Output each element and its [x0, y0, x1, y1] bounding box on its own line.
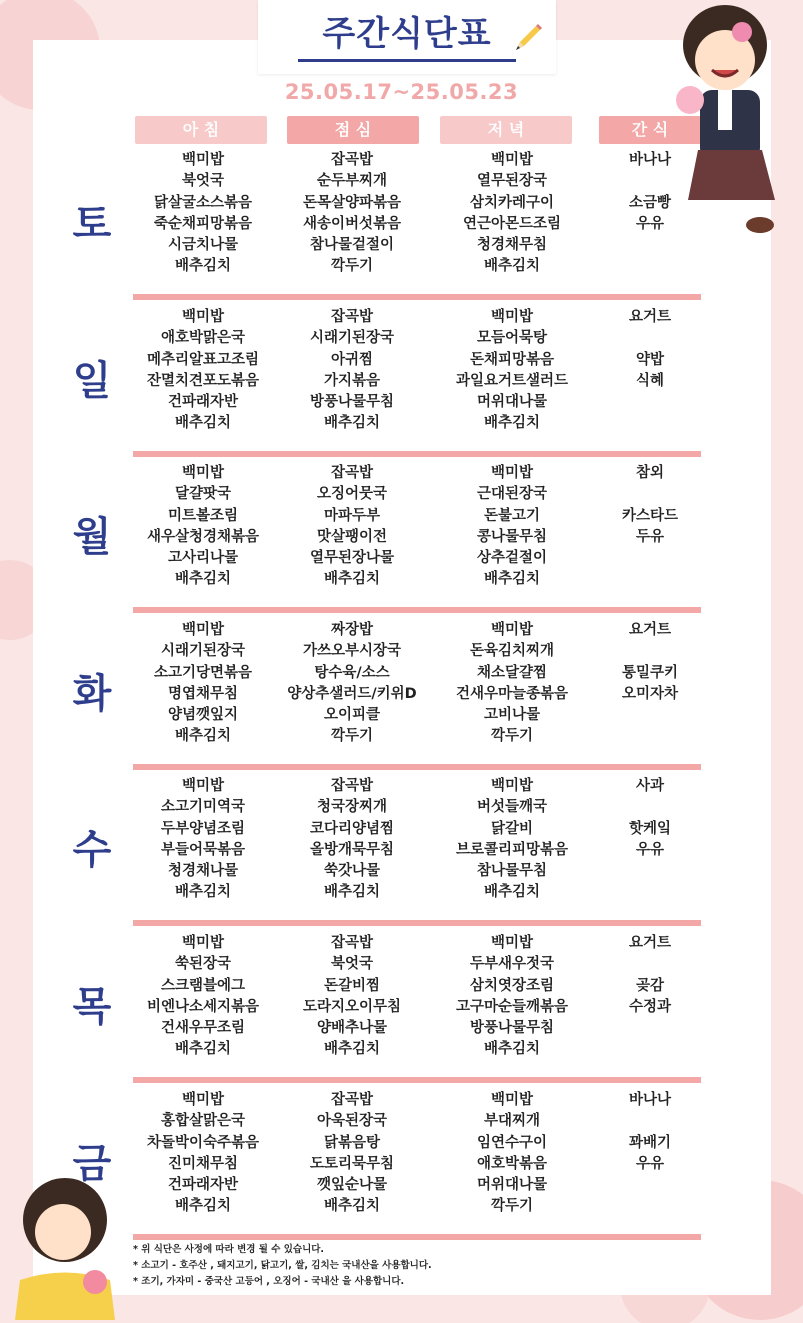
menu-item: 핫케잌 [628, 820, 672, 837]
menu-item: 잡곡밥 [330, 1092, 374, 1108]
menu-item: 모듬어묵탕 [476, 330, 548, 347]
lunch-menu [272, 933, 432, 1061]
row-divider [133, 920, 701, 926]
menu-item: 시금치나물 [167, 237, 239, 254]
lunch-menu [272, 463, 432, 591]
menu-item: 두유 [635, 528, 664, 545]
menu-item: 청경채무침 [476, 237, 548, 254]
menu-item: 삼치카레구이 [469, 194, 555, 211]
menu-item: 스크램블에그 [160, 977, 246, 994]
menu-item: 백미밥 [181, 935, 225, 951]
menu-item [595, 882, 705, 903]
menu-item: 백미밥 [181, 778, 225, 794]
breakfast-menu [123, 933, 283, 1061]
menu-item: 백미밥 [181, 1092, 225, 1108]
header-snack: 간 식 [599, 116, 701, 144]
menu-item [595, 954, 705, 975]
menu-item: 돈육김치찌개 [469, 643, 555, 660]
dinner-menu [432, 463, 592, 591]
menu-item: 배추김치 [174, 1041, 232, 1058]
menu-item: 바나나 [628, 1092, 672, 1108]
header-breakfast: 아 침 [135, 116, 267, 144]
breakfast-menu [123, 776, 283, 904]
menu-item: 요거트 [628, 309, 672, 325]
header-dinner: 저 녁 [440, 116, 572, 144]
menu-item: 백미밥 [181, 309, 225, 325]
menu-item: 상추겉절이 [476, 550, 548, 567]
menu-item: 청경채나물 [167, 863, 239, 880]
menu-item: 돈채피망볶음 [469, 351, 555, 368]
menu-item: 바나나 [628, 152, 672, 168]
menu-item: 돈목살양파볶음 [302, 194, 402, 211]
breakfast-menu [123, 463, 283, 591]
menu-item: 브로콜리피망볶음 [455, 841, 569, 858]
menu-item: 비엔나소세지볶음 [146, 998, 260, 1015]
day-label: 토 [72, 201, 112, 247]
day-label: 일 [72, 358, 112, 404]
lunch-menu [272, 1090, 432, 1218]
menu-item: 가지볶음 [323, 372, 381, 389]
snack-menu [595, 776, 705, 904]
row-divider [133, 764, 701, 770]
day-label: 화 [72, 671, 112, 717]
menu-item: 건파래자반 [167, 1177, 239, 1194]
menu-item: 요거트 [628, 622, 672, 638]
menu-item: 소고기당면볶음 [153, 664, 253, 681]
menu-item: 새송이버섯볶음 [302, 215, 402, 232]
menu-item: 식혜 [635, 372, 664, 389]
menu-item: 요거트 [628, 935, 672, 951]
menu-item: 건파래자반 [167, 394, 239, 411]
menu-item: 오이피클 [323, 707, 381, 724]
breakfast-menu [123, 307, 283, 435]
menu-item: 올방개묵무침 [309, 841, 395, 858]
menu-item: 닭살굴소스볶음 [153, 194, 253, 211]
menu-item [595, 1039, 705, 1060]
menu-item: 잡곡밥 [330, 778, 374, 794]
note-line: * 조기, 가자미 - 중국산 고등어 , 오징어 - 국내산 을 사용합니다. [133, 1276, 405, 1287]
menu-item: 두부양념조림 [160, 820, 246, 837]
menu-item: 홍합살맑은국 [160, 1113, 246, 1130]
note-line: * 위 식단은 사정에 따라 변경 될 수 있습니다. [133, 1244, 325, 1255]
date-range: 25.05.17~25.05.23 [284, 80, 519, 104]
menu-item [595, 569, 705, 590]
menu-item: 곶감 [635, 977, 664, 994]
day-label: 수 [72, 827, 112, 873]
day-label: 목 [72, 984, 112, 1030]
menu-item: 약밥 [635, 351, 664, 368]
menu-item: 우유 [635, 841, 664, 858]
menu-item: 배추김치 [483, 258, 541, 275]
menu-item: 참외 [635, 465, 664, 481]
menu-item: 닭볶음탕 [323, 1134, 381, 1151]
menu-item: 열무된장국 [476, 173, 548, 190]
menu-item: 배추김치 [483, 571, 541, 588]
row-divider [133, 294, 701, 300]
menu-item: 짜장밥 [330, 622, 374, 638]
menu-item: 달걀팟국 [174, 486, 232, 503]
menu-item: 아귀찜 [330, 351, 374, 368]
menu-item: 양배추나물 [316, 1020, 388, 1037]
dinner-menu [432, 307, 592, 435]
menu-item: 돈갈비찜 [323, 977, 381, 994]
row-divider [133, 1077, 701, 1083]
menu-item: 북엇국 [330, 956, 374, 973]
menu-item: 버섯들깨국 [476, 799, 548, 816]
menu-item: 부들어묵볶음 [160, 841, 246, 858]
menu-item: 백미밥 [181, 465, 225, 481]
menu-item: 백미밥 [181, 152, 225, 168]
menu-item [595, 413, 705, 434]
menu-item: 고비나물 [483, 707, 541, 724]
menu-item [595, 1018, 705, 1039]
snack-menu [595, 620, 705, 748]
menu-item: 백미밥 [490, 935, 534, 951]
menu-item: 배추김치 [483, 415, 541, 432]
menu-item: 배추김치 [174, 728, 232, 745]
menu-item: 근대된장국 [476, 486, 548, 503]
menu-item: 배추김치 [174, 258, 232, 275]
menu-item: 미트볼조림 [167, 507, 239, 524]
menu-item: 열무된장나물 [309, 550, 395, 567]
lunch-menu [272, 307, 432, 435]
menu-item: 백미밥 [490, 309, 534, 325]
menu-item: 백미밥 [490, 778, 534, 794]
menu-item: 애호박맑은국 [160, 330, 246, 347]
menu-item: 쑥된장국 [174, 956, 232, 973]
menu-item: 진미채무침 [167, 1155, 239, 1172]
day-label: 금 [72, 1141, 112, 1187]
menu-item: 잡곡밥 [330, 935, 374, 951]
girl-character-illustration [5, 1170, 125, 1320]
menu-item: 백미밥 [490, 152, 534, 168]
menu-item: 방풍나물무침 [469, 1020, 555, 1037]
menu-item: 코다리양념찜 [309, 820, 395, 837]
menu-item: 배추김치 [323, 415, 381, 432]
menu-item [595, 705, 705, 726]
breakfast-menu [123, 150, 283, 278]
lunch-menu [272, 620, 432, 748]
menu-item: 백미밥 [490, 622, 534, 638]
menu-item [595, 797, 705, 818]
title-box [258, 0, 556, 74]
menu-item: 깍두기 [490, 728, 534, 745]
menu-item: 건새우마늘종볶음 [455, 685, 569, 702]
menu-item: 잡곡밥 [330, 152, 374, 168]
notes [133, 1242, 693, 1290]
menu-item: 방풍나물무침 [309, 394, 395, 411]
menu-item: 수정과 [628, 998, 672, 1015]
note-line: * 소고기 - 호주산 , 돼지고기, 닭고기, 쌀, 김치는 국내산을 사용합니다. [133, 1260, 432, 1271]
menu-item: 소금빵 [628, 194, 672, 211]
snack-menu [595, 1090, 705, 1218]
snack-menu [595, 933, 705, 1061]
snack-menu [595, 463, 705, 591]
menu-item: 양상추샐러드/키위D [287, 685, 417, 702]
dinner-menu [432, 933, 592, 1061]
menu-item [595, 1175, 705, 1196]
menu-item: 마파두부 [323, 507, 381, 524]
menu-item: 깍두기 [330, 728, 374, 745]
menu-item: 가쓰오부시장국 [302, 643, 402, 660]
menu-item [595, 726, 705, 747]
menu-item [595, 328, 705, 349]
menu-item: 우유 [635, 1155, 664, 1172]
day-label: 월 [72, 514, 112, 560]
pencil-icon [508, 20, 544, 56]
menu-item: 배추김치 [483, 884, 541, 901]
breakfast-menu [123, 620, 283, 748]
menu-item: 잡곡밥 [330, 309, 374, 325]
dinner-menu [432, 776, 592, 904]
menu-item: 메추리알표고조림 [146, 351, 260, 368]
menu-item: 고구마순들깨볶음 [455, 998, 569, 1015]
menu-item: 백미밥 [490, 1092, 534, 1108]
menu-item: 백미밥 [181, 622, 225, 638]
menu-item: 머위대나물 [476, 1177, 548, 1194]
menu-item: 오징어뭇국 [316, 486, 388, 503]
menu-item: 소고기미역국 [160, 799, 246, 816]
title-underline [298, 59, 516, 62]
menu-item: 잔멸치견포도볶음 [146, 372, 260, 389]
menu-item: 돈불고기 [483, 507, 541, 524]
menu-item: 통밀쿠키 [621, 664, 679, 681]
menu-item: 깻잎순나물 [316, 1177, 388, 1194]
menu-item [595, 548, 705, 569]
menu-item: 참나물무침 [476, 863, 548, 880]
snack-menu [595, 307, 705, 435]
menu-item: 애호박볶음 [476, 1155, 548, 1172]
menu-item: 사과 [635, 778, 664, 794]
menu-item: 백미밥 [490, 465, 534, 481]
menu-item: 시래기된장국 [309, 330, 395, 347]
menu-item: 배추김치 [323, 1198, 381, 1215]
menu-item: 꽈배기 [628, 1134, 672, 1151]
lunch-menu [272, 776, 432, 904]
menu-item: 과일요거트샐러드 [455, 372, 569, 389]
menu-item: 탕수육/소스 [314, 664, 390, 681]
menu-item: 아욱된장국 [316, 1113, 388, 1130]
menu-item: 삼치엿장조림 [469, 977, 555, 994]
dinner-menu [432, 620, 592, 748]
dinner-menu [432, 1090, 592, 1218]
menu-item: 양념깻잎지 [167, 707, 239, 724]
menu-item: 배추김치 [323, 1041, 381, 1058]
menu-item [595, 256, 705, 277]
menu-item: 배추김치 [174, 884, 232, 901]
menu-item: 깍두기 [330, 258, 374, 275]
menu-item [595, 1111, 705, 1132]
menu-item: 우유 [635, 215, 664, 232]
row-divider [133, 607, 701, 613]
menu-item: 청국장찌개 [316, 799, 388, 816]
menu-item: 쑥갓나물 [323, 863, 381, 880]
menu-item: 고사리나물 [167, 550, 239, 567]
menu-item: 배추김치 [483, 1041, 541, 1058]
header-lunch: 점 심 [287, 116, 419, 144]
menu-item: 닭갈비 [490, 820, 534, 837]
menu-item [595, 484, 705, 505]
menu-item: 맛살팽이전 [316, 528, 388, 545]
dinner-menu [432, 150, 592, 278]
menu-item: 새우살청경채볶음 [146, 528, 260, 545]
menu-item [595, 641, 705, 662]
row-divider [133, 1234, 701, 1240]
menu-item: 채소달걀찜 [476, 664, 548, 681]
menu-item: 시래기된장국 [160, 643, 246, 660]
menu-item: 건새우무조림 [160, 1020, 246, 1037]
menu-item: 죽순채피망볶음 [153, 215, 253, 232]
page-title: 주간식단표 [322, 14, 492, 54]
menu-item: 순두부찌개 [316, 173, 388, 190]
menu-item: 배추김치 [323, 884, 381, 901]
menu-item: 두부새우젓국 [469, 956, 555, 973]
menu-item: 배추김치 [323, 571, 381, 588]
menu-item: 연근아몬드조림 [462, 215, 562, 232]
menu-item: 오미자차 [621, 685, 679, 702]
menu-item: 북엇국 [181, 173, 225, 190]
menu-item: 배추김치 [174, 1198, 232, 1215]
lunch-menu [272, 150, 432, 278]
row-divider [133, 451, 701, 457]
menu-item: 차돌박이숙주볶음 [146, 1134, 260, 1151]
menu-item: 콩나물무침 [476, 528, 548, 545]
menu-item [595, 392, 705, 413]
breakfast-menu [123, 1090, 283, 1218]
menu-item: 명엽채무침 [167, 685, 239, 702]
menu-item [595, 1196, 705, 1217]
menu-item: 도토리묵무침 [309, 1155, 395, 1172]
menu-item: 부대찌개 [483, 1113, 541, 1130]
menu-item: 임연수구이 [476, 1134, 548, 1151]
menu-item: 머위대나물 [476, 394, 548, 411]
menu-item: 참나물겉절이 [309, 237, 395, 254]
menu-item: 배추김치 [174, 415, 232, 432]
menu-item [595, 861, 705, 882]
menu-item: 깍두기 [490, 1198, 534, 1215]
menu-item: 잡곡밥 [330, 465, 374, 481]
menu-item: 도라지오이무침 [302, 998, 402, 1015]
menu-item: 카스타드 [621, 507, 679, 524]
menu-item: 배추김치 [174, 571, 232, 588]
girl-character-illustration [660, 0, 790, 240]
